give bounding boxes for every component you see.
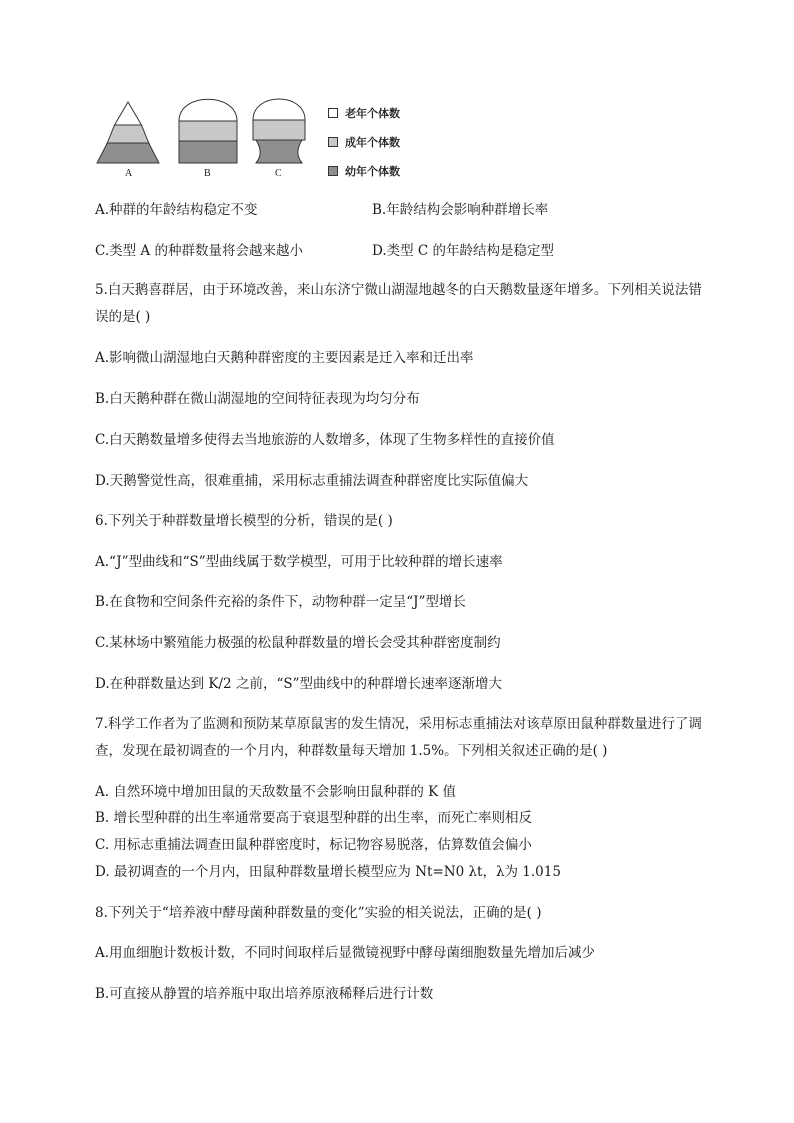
q5-option-c: C.白天鹅数量增多使得去当地旅游的人数增多，体现了生物多样性的直接价值 xyxy=(95,432,555,448)
q5-option-a: A.影响微山湖湿地白天鹅种群密度的主要因素是迁入率和迁出率 xyxy=(95,350,474,366)
q6-stem: 6.下列关于种群数量增长模型的分析，错误的是( ) xyxy=(95,513,393,529)
q4-option-d: D.类型 C 的年龄结构是稳定型 xyxy=(372,243,555,259)
legend-item-old xyxy=(328,98,400,127)
q8-option-a: A.用血细胞计数板计数，不同时间取样后显微镜视野中酵母菌细胞数量先增加后减少 xyxy=(95,945,596,961)
q6-option-b: B.在食物和空间条件充裕的条件下，动物种群一定呈“J”型增长 xyxy=(95,594,466,610)
legend-item-young xyxy=(328,156,400,185)
legend-swatch-adult xyxy=(328,137,338,147)
legend-item-adult xyxy=(328,127,400,156)
q6-option-c: C.某林场中繁殖能力极强的松鼠种群数量的增长会受其种群密度制约 xyxy=(95,635,501,651)
q7-stem: 7.科学工作者为了监测和预防某草原鼠害的发生情况，采用标志重捕法对该草原田鼠种群数量进行了调查，发现在最初调查的一个月内，种群数量每天增加 1.5%。下列相关叙述正确的是( ) xyxy=(95,716,702,759)
q4-option-b: B.年龄结构会影响种群增长率 xyxy=(372,202,549,218)
q5-stem: 5.白天鹅喜群居，由于环境改善，来山东济宁微山湖湿地越冬的白天鹅数量逐年增多。下列相关说法错误的是( ) xyxy=(95,282,702,325)
q8-option-b: B.可直接从静置的培养瓶中取出培养原液稀释后进行计数 xyxy=(95,986,434,1002)
q4-option-c: C.类型 A 的种群数量将会越来越小 xyxy=(95,243,303,259)
q7-option-c: C. 用标志重捕法调查田鼠种群密度时，标记物容易脱落，估算数值会偏小 xyxy=(95,837,532,853)
pyramid-a xyxy=(97,102,159,163)
legend-label-young: 幼年个体数 xyxy=(345,164,400,178)
label-c: C xyxy=(275,168,282,179)
label-a: A xyxy=(125,168,133,179)
q7-option-b: B. 增长型种群的出生率通常要高于衰退型种群的出生率，而死亡率则相反 xyxy=(95,810,533,826)
q7-option-d: D. 最初调查的一个月内，田鼠种群数量增长模型应为 Nt=N0 λt，λ为 1.015 xyxy=(95,864,561,880)
q4-option-a: A.种群的年龄结构稳定不变 xyxy=(95,202,258,218)
q5-option-d: D.天鹅警觉性高，很难重捕，采用标志重捕法调查种群密度比实际值偏大 xyxy=(95,473,529,489)
q6-option-d: D.在种群数量达到 K/2 之前，“S”型曲线中的种群增长速率逐渐增大 xyxy=(95,676,502,692)
q8-stem: 8.下列关于“培养液中酵母菌种群数量的变化”实验的相关说法，正确的是( ) xyxy=(95,905,542,921)
q6-option-a: A.“J”型曲线和“S”型曲线属于数学模型，可用于比较种群的增长速率 xyxy=(95,554,503,570)
q7-option-a: A. 自然环境中增加田鼠的天敌数量不会影响田鼠种群的 K 值 xyxy=(95,784,456,800)
legend-label-old: 老年个体数 xyxy=(345,106,400,120)
legend-swatch-old xyxy=(328,108,338,118)
pyramid-c xyxy=(253,99,305,163)
age-pyramids-graphic xyxy=(90,92,330,172)
legend-label-adult: 成年个体数 xyxy=(345,135,400,149)
age-structure-figure xyxy=(90,92,430,182)
figure-legend xyxy=(328,98,400,185)
legend-swatch-young xyxy=(328,166,338,176)
q5-option-b: B.白天鹅种群在微山湖湿地的空间特征表现为均匀分布 xyxy=(95,391,420,407)
pyramid-b xyxy=(179,99,237,163)
label-b: B xyxy=(204,168,211,179)
